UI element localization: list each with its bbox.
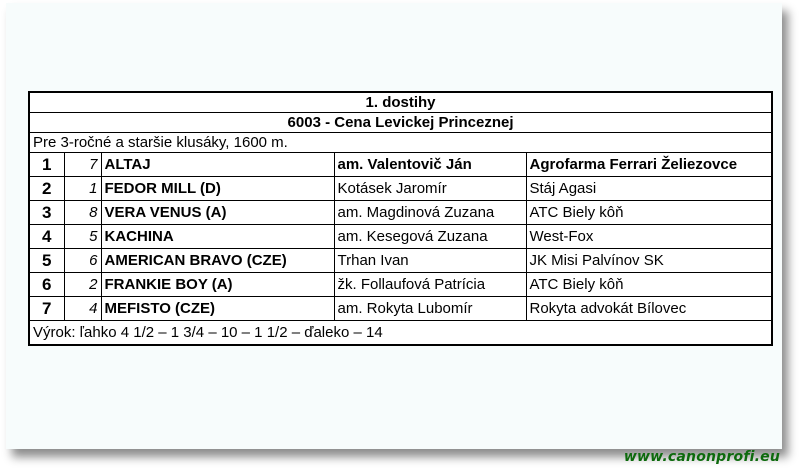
race-conditions: Pre 3-ročné a staršie klusáky, 1600 m. bbox=[29, 133, 772, 153]
start-number-cell: 6 bbox=[64, 249, 101, 273]
driver-cell: am. Valentovič Ján bbox=[334, 153, 526, 177]
race-name-row bbox=[29, 113, 772, 133]
owner-cell: Rokyta advokát Bílovec bbox=[526, 297, 772, 321]
owner-cell: JK Misi Palvínov SK bbox=[526, 249, 772, 273]
table-row bbox=[29, 153, 772, 177]
driver-cell: Trhan Ivan bbox=[334, 249, 526, 273]
horse-name-cell: FRANKIE BOY (A) bbox=[101, 273, 334, 297]
race-verdict-row bbox=[29, 321, 772, 346]
driver-cell: am. Kesegová Zuzana bbox=[334, 225, 526, 249]
start-number-cell: 5 bbox=[64, 225, 101, 249]
table-row bbox=[29, 273, 772, 297]
race-results-table bbox=[28, 91, 773, 346]
table-row bbox=[29, 297, 772, 321]
race-verdict: Výrok: ľahko 4 1/2 – 1 3/4 – 10 – 1 1/2 – ďaleko – 14 bbox=[29, 321, 772, 346]
horse-name-cell: AMERICAN BRAVO (CZE) bbox=[101, 249, 334, 273]
start-number-cell: 7 bbox=[64, 153, 101, 177]
driver-cell: Kotásek Jaromír bbox=[334, 177, 526, 201]
watermark-text: www.canonprofi.eu bbox=[623, 449, 780, 465]
table-row bbox=[29, 225, 772, 249]
horse-name-cell: ALTAJ bbox=[101, 153, 334, 177]
start-number-cell: 1 bbox=[64, 177, 101, 201]
place-cell: 3 bbox=[29, 201, 64, 225]
start-number-cell: 2 bbox=[64, 273, 101, 297]
table-row bbox=[29, 201, 772, 225]
table-row bbox=[29, 249, 772, 273]
race-title-row bbox=[29, 92, 772, 113]
place-cell: 4 bbox=[29, 225, 64, 249]
owner-cell: Stáj Agasi bbox=[526, 177, 772, 201]
start-number-cell: 4 bbox=[64, 297, 101, 321]
horse-name-cell: MEFISTO (CZE) bbox=[101, 297, 334, 321]
owner-cell: Agrofarma Ferrari Želiezovce bbox=[526, 153, 772, 177]
place-cell: 1 bbox=[29, 153, 64, 177]
owner-cell: ATC Biely kôň bbox=[526, 273, 772, 297]
driver-cell: am. Rokyta Lubomír bbox=[334, 297, 526, 321]
driver-cell: žk. Follaufová Patrícia bbox=[334, 273, 526, 297]
horse-name-cell: KACHINA bbox=[101, 225, 334, 249]
driver-cell: am. Magdinová Zuzana bbox=[334, 201, 526, 225]
race-title: 1. dostihy bbox=[29, 92, 772, 113]
start-number-cell: 8 bbox=[64, 201, 101, 225]
place-cell: 2 bbox=[29, 177, 64, 201]
owner-cell: ATC Biely kôň bbox=[526, 201, 772, 225]
place-cell: 7 bbox=[29, 297, 64, 321]
table-row bbox=[29, 177, 772, 201]
place-cell: 6 bbox=[29, 273, 64, 297]
race-conditions-row bbox=[29, 133, 772, 153]
race-name: 6003 - Cena Levickej Princeznej bbox=[29, 113, 772, 133]
horse-name-cell: FEDOR MILL (D) bbox=[101, 177, 334, 201]
place-cell: 5 bbox=[29, 249, 64, 273]
horse-name-cell: VERA VENUS (A) bbox=[101, 201, 334, 225]
owner-cell: West-Fox bbox=[526, 225, 772, 249]
